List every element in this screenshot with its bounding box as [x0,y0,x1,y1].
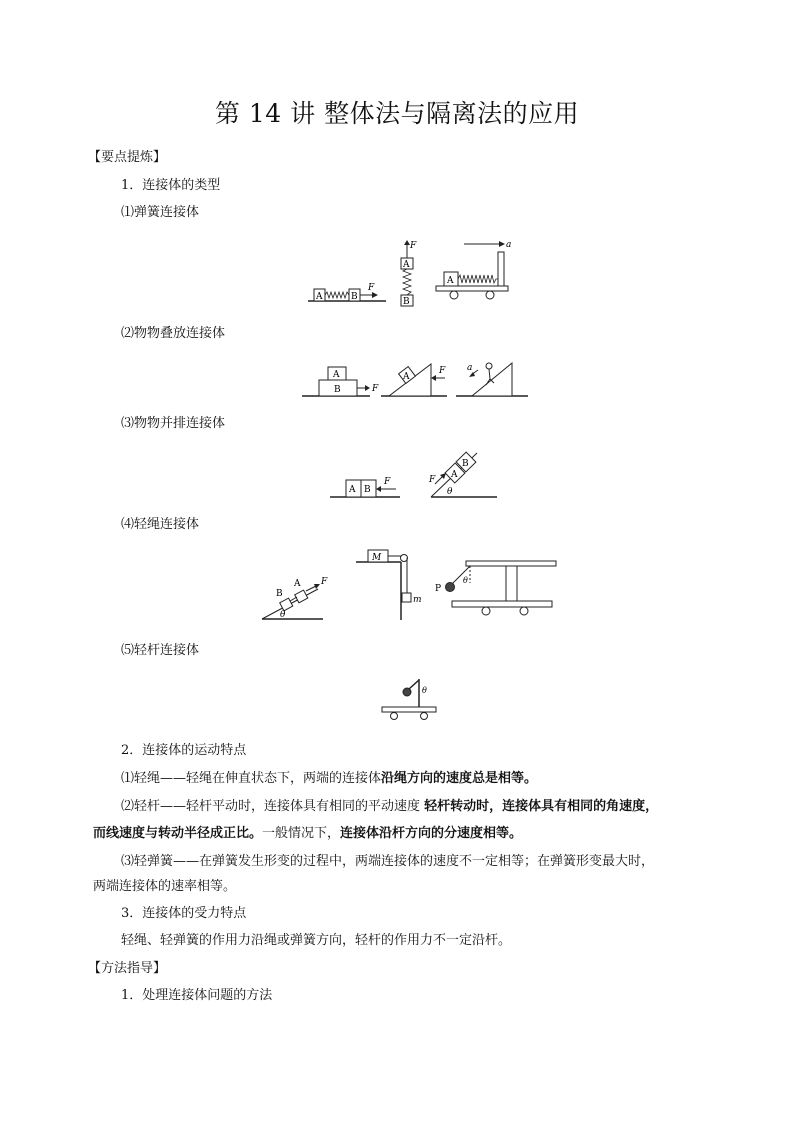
item-2-heading: 2．连接体的运动特点 [121,743,247,758]
subheading-rod: ⑸轻杆连接体 [121,643,200,658]
label-B: B [364,485,371,495]
spring-figure-vertical [398,240,428,310]
paragraph-rod-bold3: 连接体沿杆方向的分速度相等。 [340,826,523,841]
subheading-stacked: ⑵物物叠放连接体 [121,326,226,341]
label-A: A [451,470,458,480]
label-A: A [294,579,301,589]
label-theta: θ [422,686,427,695]
label-F: F [410,241,417,251]
label-F: F [429,475,436,485]
label-A: A [316,292,323,302]
label-A: A [333,370,340,380]
paragraph-spring-line2: 两端连接体的速率相等。 [93,879,237,894]
label-m: m [413,595,422,605]
label-B: B [462,459,469,469]
label-A: A [349,485,356,495]
spring-figure-horizontal [308,281,398,311]
label-F: F [372,384,379,394]
section-heading-method: 【方法指导】 [88,961,167,976]
side-by-side-figure-incline [421,440,501,500]
paragraph-rod-text: ⑵轻杆——轻杆平动时，连接体具有相同的平动速度 [121,799,421,814]
item-3-heading: 3．连接体的受力特点 [121,906,247,921]
paragraph-rope-text: ⑴轻绳——轻绳在伸直状态下，两端的连接体 [121,771,382,786]
side-by-side-figure-horizontal [330,470,405,500]
paragraph-rod-line2 [93,824,522,844]
label-theta: θ [280,610,286,620]
paragraph-rod-line1 [121,797,658,817]
section-heading-key-points: 【要点提炼】 [88,150,167,165]
label-F: F [321,577,328,587]
spring-figure-cart [434,238,514,303]
rod-figure-cart [378,675,448,725]
subheading-spring: ⑴弹簧连接体 [121,205,200,220]
label-theta: θ [447,487,453,497]
paragraph-rope-bold: 沿绳方向的速度总是相等。 [381,771,538,786]
paragraph-force: 轻绳、轻弹簧的作用力沿绳或弹簧方向，轻杆的作用力不一定沿杆。 [121,933,512,948]
item-4-heading: 1．处理连接体问题的方法 [121,988,273,1003]
rope-figure-pulley [356,548,426,623]
label-a: a [506,240,512,250]
label-B: B [276,589,283,599]
label-B: B [351,292,358,302]
stacked-figure-person-incline [456,359,531,399]
paragraph-rod-bold2: 而线速度与转动半径成正比。 [93,826,263,841]
label-M: M [372,553,382,563]
label-F: F [368,283,375,293]
label-theta: θ [463,576,468,585]
paragraph-spring-line1: ⑶轻弹簧——在弹簧发生形变的过程中，两端连接体的速度不一定相等；在弹簧形变最大时， [121,854,655,869]
label-F: F [439,366,446,376]
label-B: B [334,385,341,395]
paragraph-rod-bold: 轻杆转动时，连接体具有相同的角速度， [424,799,659,814]
page-title: 第 14 讲 整体法与隔离法的应用 [214,99,580,128]
item-1-heading: 1．连接体的类型 [121,178,221,193]
paragraph-rope [121,769,537,789]
label-P: P [435,584,442,594]
label-A: A [447,276,454,286]
subheading-rope: ⑷轻绳连接体 [121,517,200,532]
rope-figure-cart-pendulum [432,557,562,622]
label-A: A [403,372,410,382]
paragraph-rod-text2: 一般情况下， [262,826,341,841]
stacked-figure-wedge [381,359,451,399]
rope-figure-incline [260,572,330,622]
label-a: a [467,363,473,373]
label-B: B [403,297,410,307]
stacked-figure-horizontal [302,361,382,401]
subheading-side-by-side: ⑶物物并排连接体 [121,416,226,431]
label-F: F [384,477,391,487]
label-A: A [403,260,410,270]
